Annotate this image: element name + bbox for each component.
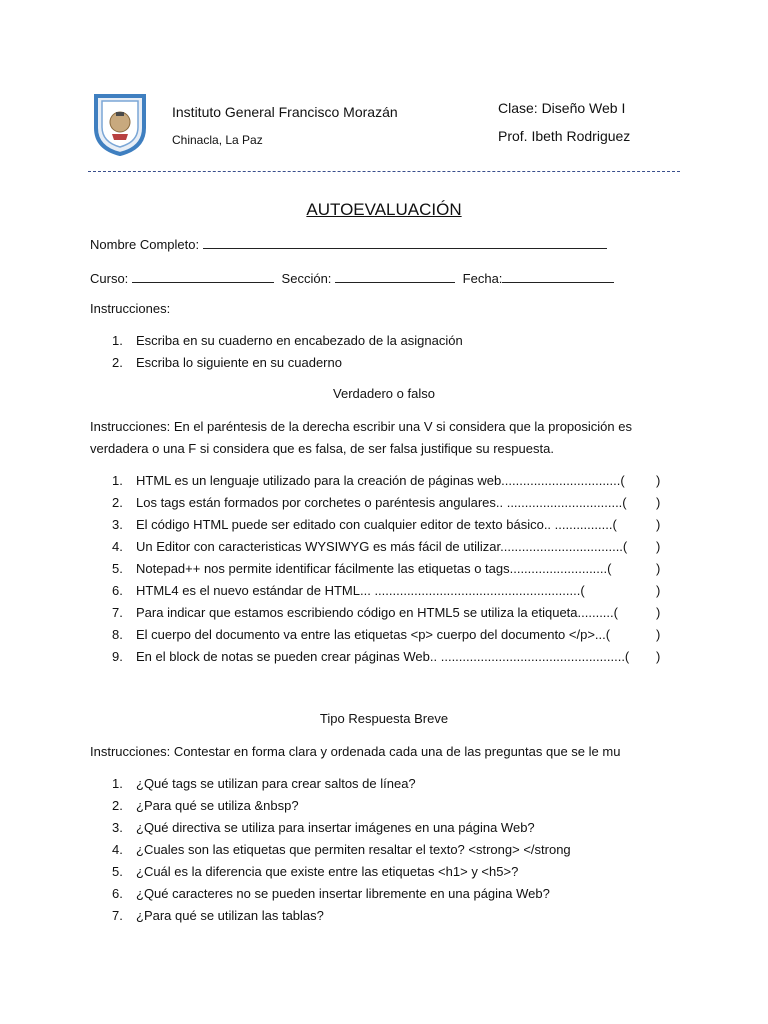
date-label: Fecha: xyxy=(462,271,503,286)
professor-name: Prof. Ibeth Rodriguez xyxy=(498,128,631,144)
instructions-list xyxy=(90,330,680,374)
institution-name: Instituto General Francisco Morazán xyxy=(172,104,398,120)
list-item: 1. ¿Qué tags se utilizan para crear saltos de línea? xyxy=(112,776,416,791)
list-item: 6. ¿Qué caracteres no se pueden insertar libremente en una página Web? xyxy=(112,886,550,901)
list-item: 2. Escriba lo siguiente en su cuaderno xyxy=(112,355,342,370)
list-item: 9. En el block de notas se pueden crear páginas Web.. ...................................................( ) xyxy=(112,649,661,664)
short-answer-heading: Tipo Respuesta Breve xyxy=(319,711,449,726)
list-item: 4. Un Editor con caracteristicas WYSIWYG es más fácil de utilizar..................................( ) xyxy=(112,539,661,554)
section-label: Sección: xyxy=(281,271,332,286)
list-item: 5. ¿Cuál es la diferencia que existe entre las etiquetas <h1> y <h5>? xyxy=(112,864,519,879)
course-name: Clase: Diseño Web I xyxy=(498,100,626,116)
course-section-date-row xyxy=(90,270,614,286)
instructions-heading: Instrucciones: xyxy=(90,301,171,316)
document-title: AUTOEVALUACIÓN xyxy=(306,200,462,219)
list-item: 8. El cuerpo del documento va entre las etiquetas <p> cuerpo del documento </p>...( ) xyxy=(112,627,661,642)
list-item: 7. Para indicar que estamos escribiendo código en HTML5 se utiliza la etiqueta..........( ) xyxy=(112,605,661,620)
list-item: 3. El código HTML puede ser editado con cualquier editor de texto básico.. ................( ) xyxy=(112,517,661,532)
list-item: 5. Notepad++ nos permite identificar fácilmente las etiquetas o tags...........................( ) xyxy=(112,561,661,576)
true-false-instructions: Instrucciones: En el paréntesis de la derecha escribir una V si considera que la proposición es verdadera o una F si considera que es falsa, de ser falsa justifique su respuesta. xyxy=(90,419,632,456)
full-name-label: Nombre Completo: xyxy=(90,237,200,252)
short-answer-instructions: Instrucciones: Contestar en forma clara y ordenada cada una de las preguntas que se le mu xyxy=(90,744,621,759)
list-item: 7. ¿Para qué se utilizan las tablas? xyxy=(112,908,324,923)
section-blank xyxy=(335,270,455,283)
course-label: Curso: xyxy=(90,271,129,286)
institution-location: Chinacla, La Paz xyxy=(172,133,263,147)
full-name-blank xyxy=(203,236,607,249)
true-false-heading: Verdadero o falso xyxy=(333,386,435,401)
list-item: 1. HTML es un lenguaje utilizado para la creación de páginas web.................................( ) xyxy=(112,473,661,488)
short-answer-list xyxy=(90,773,680,927)
list-item: 3. ¿Qué directiva se utiliza para insertar imágenes en una página Web? xyxy=(112,820,535,835)
date-blank xyxy=(502,270,614,283)
true-false-list xyxy=(90,470,680,668)
header-separator xyxy=(88,171,680,172)
list-item: 1. Escriba en su cuaderno en encabezado de la asignación xyxy=(112,333,463,348)
list-item: 6. HTML4 es el nuevo estándar de HTML... .........................................................( ) xyxy=(112,583,661,598)
list-item: 4. ¿Cuales son las etiquetas que permiten resaltar el texto? <strong> </strong xyxy=(112,842,571,857)
course-blank xyxy=(132,270,274,283)
list-item: 2. ¿Para qué se utiliza &nbsp? xyxy=(112,798,299,813)
full-name-field xyxy=(90,236,607,252)
list-item: 2. Los tags están formados por corchetes o paréntesis angulares.. ................................( ) xyxy=(112,495,661,510)
school-seal-logo xyxy=(92,92,148,156)
